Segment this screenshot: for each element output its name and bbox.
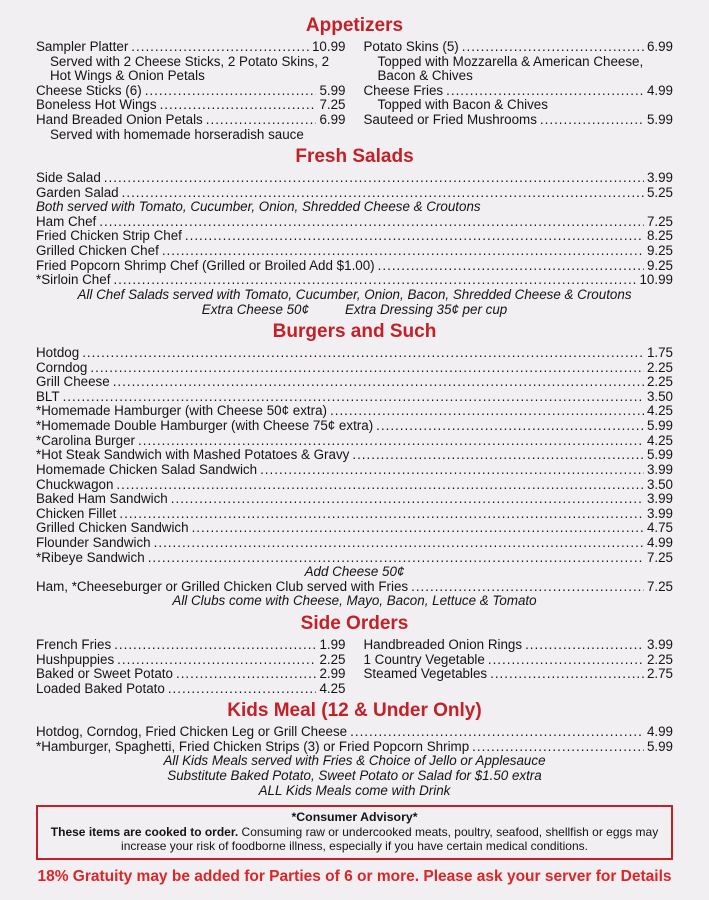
- dot-leader: [206, 113, 317, 128]
- item-price: 5.99: [646, 418, 673, 434]
- side-orders-left-column: [36, 638, 346, 696]
- dot-leader: [171, 492, 644, 507]
- extra-dressing-note: Extra Dressing 35¢ per cup: [344, 301, 508, 317]
- item-name: *Hamburger, Spaghetti, Fried Chicken Strips (3) or Fried Popcorn Shrimp: [36, 738, 470, 754]
- menu-item: [36, 171, 673, 186]
- appetizers-columns: [36, 40, 673, 142]
- kids-note-substitute: Substitute Baked Potato, Sweet Potato or Salad for $1.50 extra: [167, 768, 542, 784]
- item-name: Homemade Chicken Salad Sandwich: [36, 461, 258, 477]
- menu-item: [36, 390, 673, 405]
- item-price: 2.25: [646, 651, 673, 667]
- menu-item: [36, 551, 673, 566]
- menu-item: [36, 580, 673, 595]
- section-title-appetizers: Appetizers: [305, 15, 404, 36]
- menu-item: [364, 84, 674, 99]
- item-price: 4.25: [646, 432, 673, 448]
- item-name: Hushpuppies: [36, 651, 115, 667]
- advisory-body: Consuming raw or undercooked meats, poultry, seafood, shellfish or eggs may increase your risk of foodborne illness, especially if you have certain medical conditions.: [121, 824, 659, 853]
- item-name: Baked or Sweet Potato: [36, 666, 173, 682]
- dot-leader: [488, 653, 644, 668]
- menu-item: [36, 229, 673, 244]
- menu-item: [36, 40, 346, 55]
- item-name: Chuckwagon: [36, 476, 114, 492]
- advisory-lead: These items are cooked to order.: [50, 824, 239, 839]
- item-price: 3.99: [646, 636, 673, 652]
- item-name: *Sirloin Chef: [36, 272, 111, 288]
- item-name: BLT: [36, 388, 60, 404]
- dot-leader: [145, 84, 317, 99]
- menu-item: [36, 536, 673, 551]
- item-name: Grilled Chicken Sandwich: [36, 520, 189, 536]
- menu-item: [36, 434, 673, 449]
- item-price: 2.25: [646, 359, 673, 375]
- clubs-note: All Clubs come with Cheese, Mayo, Bacon, Lettuce & Tomato: [172, 593, 537, 609]
- item-name: Baked Ham Sandwich: [36, 491, 168, 507]
- item-name: Chicken Fillet: [36, 505, 117, 521]
- item-name: *Hot Steak Sandwich with Mashed Potatoes & Gravy: [36, 447, 350, 463]
- item-name: Potato Skins (5): [363, 38, 459, 54]
- menu-item: [36, 273, 673, 288]
- item-price: 2.25: [319, 651, 346, 667]
- dot-leader: [116, 478, 644, 493]
- salads-pair-note: Both served with Tomato, Cucumber, Onion, Shredded Cheese & Croutons: [36, 199, 481, 215]
- dot-leader: [122, 186, 644, 201]
- item-price: 7.25: [646, 213, 673, 229]
- menu-item: [36, 725, 673, 740]
- item-price: 7.25: [646, 549, 673, 565]
- dot-leader: [330, 404, 644, 419]
- menu-item: [36, 682, 346, 697]
- item-name: Hotdog, Corndog, Fried Chicken Leg or Grill Cheese: [36, 724, 348, 740]
- item-name: Sauteed or Fried Mushrooms: [363, 111, 537, 127]
- item-price: 2.25: [646, 374, 673, 390]
- dot-leader: [162, 244, 644, 259]
- dot-leader: [104, 171, 644, 186]
- dot-leader: [82, 346, 644, 361]
- item-price: 10.99: [639, 272, 673, 288]
- menu-item: [36, 244, 673, 259]
- dot-leader: [119, 507, 644, 522]
- item-name: Ham Chef: [36, 213, 97, 229]
- menu-item: [36, 404, 673, 419]
- menu-item: [36, 98, 346, 113]
- section-title-kids-meal: Kids Meal (12 & Under Only): [227, 700, 482, 722]
- dot-leader: [117, 653, 316, 668]
- dot-leader: [176, 667, 316, 682]
- menu-item: [36, 521, 673, 536]
- item-name: Hand Breaded Onion Petals: [36, 111, 203, 127]
- item-price: 7.25: [319, 97, 346, 113]
- salads-list: [36, 171, 673, 317]
- advisory-text: [48, 825, 661, 853]
- item-description: Topped with Mozzarella & American Cheese, Bacon & Chives: [377, 53, 644, 84]
- item-price: 4.99: [646, 82, 673, 98]
- item-name: Steamed Vegetables: [363, 666, 488, 682]
- add-cheese-note: Add Cheese 50¢: [304, 564, 405, 580]
- menu-item: [364, 113, 674, 128]
- item-name: *Homemade Double Hamburger (with Cheese 75¢ extra): [36, 418, 374, 434]
- menu-item: [364, 653, 674, 668]
- side-orders-right-column: [364, 638, 674, 696]
- dot-leader: [148, 551, 644, 566]
- item-name: Grilled Chicken Chef: [36, 243, 159, 259]
- menu-item: [36, 419, 673, 434]
- item-name: French Fries: [36, 636, 112, 652]
- item-name: Sampler Platter: [36, 38, 129, 54]
- dot-leader: [352, 448, 644, 463]
- item-name: Boneless Hot Wings: [36, 97, 157, 113]
- item-price: 4.25: [319, 680, 346, 696]
- item-price: 9.25: [646, 243, 673, 259]
- dot-leader: [446, 84, 644, 99]
- advisory-title: *Consumer Advisory*: [291, 810, 418, 825]
- item-name: *Ribeye Sandwich: [36, 549, 145, 565]
- item-price: 2.99: [319, 666, 346, 682]
- menu-item: [36, 507, 673, 522]
- item-name: 1 Country Vegetable: [363, 651, 485, 667]
- menu-item: [36, 638, 346, 653]
- item-name: Fried Popcorn Shrimp Chef (Grilled or Broiled Add $1.00): [36, 257, 375, 273]
- item-description: Served with homemade horseradish sauce: [50, 126, 304, 142]
- item-price: 5.99: [646, 738, 673, 754]
- menu-item: [36, 478, 673, 493]
- menu-item: [36, 259, 673, 274]
- dot-leader: [378, 259, 644, 274]
- dot-leader: [160, 98, 317, 113]
- item-name: Cheese Sticks (6): [36, 82, 142, 98]
- dot-leader: [113, 375, 644, 390]
- menu-item: [36, 375, 673, 390]
- menu-item: [364, 638, 674, 653]
- section-title-fresh-salads: Fresh Salads: [295, 146, 414, 168]
- item-price: 4.99: [646, 534, 673, 550]
- item-name: Grill Cheese: [36, 374, 110, 390]
- salads-extras-note: [36, 303, 673, 318]
- item-name: *Homemade Hamburger (with Cheese 50¢ extra): [36, 403, 328, 419]
- item-name: Ham, *Cheeseburger or Grilled Chicken Club served with Fries: [36, 578, 409, 594]
- menu-item: [36, 740, 673, 755]
- menu-item: [364, 667, 674, 682]
- dot-leader: [462, 40, 644, 55]
- item-price: 3.50: [646, 388, 673, 404]
- dot-leader: [525, 638, 644, 653]
- dot-leader: [540, 113, 644, 128]
- dot-leader: [472, 740, 644, 755]
- side-orders-columns: [36, 638, 673, 696]
- menu-item: [36, 84, 346, 99]
- menu-item: [36, 653, 346, 668]
- item-name: Loaded Baked Potato: [36, 680, 165, 696]
- dot-leader: [90, 361, 644, 376]
- item-name: Garden Salad: [36, 184, 119, 200]
- dot-leader: [154, 536, 644, 551]
- item-price: 5.99: [646, 111, 673, 127]
- item-price: 3.99: [646, 170, 673, 186]
- dot-leader: [113, 273, 636, 288]
- item-price: 5.25: [646, 184, 673, 200]
- menu-item: [36, 215, 673, 230]
- item-price: 9.25: [646, 257, 673, 273]
- kids-note-fries: All Kids Meals served with Fries & Choice of Jello or Applesauce: [163, 753, 546, 769]
- dot-leader: [411, 580, 644, 595]
- item-price: 8.25: [646, 228, 673, 244]
- burgers-list: [36, 346, 673, 609]
- dot-leader: [168, 682, 317, 697]
- item-name: Handbreaded Onion Rings: [363, 636, 523, 652]
- item-price: 4.99: [646, 724, 673, 740]
- menu-item: [36, 667, 346, 682]
- dot-leader: [131, 40, 309, 55]
- item-price: 2.75: [646, 666, 673, 682]
- item-price: 10.99: [311, 38, 346, 54]
- item-price: 3.99: [646, 505, 673, 521]
- item-description: Served with 2 Cheese Sticks, 2 Potato Skins, 2 Hot Wings & Onion Petals: [50, 53, 330, 84]
- kids-meal-list: [36, 725, 673, 798]
- dot-leader: [490, 667, 644, 682]
- item-name: Hotdog: [36, 345, 80, 361]
- item-price: 7.25: [646, 578, 673, 594]
- dot-leader: [63, 390, 644, 405]
- item-name: Side Salad: [36, 170, 101, 186]
- item-price: 6.99: [319, 111, 346, 127]
- consumer-advisory-box: [36, 805, 673, 860]
- dot-leader: [376, 419, 644, 434]
- item-name: Cheese Fries: [363, 82, 444, 98]
- item-price: 3.99: [646, 461, 673, 477]
- item-price: 1.75: [646, 345, 673, 361]
- item-price: 1.99: [319, 636, 346, 652]
- dot-leader: [192, 521, 644, 536]
- dot-leader: [114, 638, 316, 653]
- item-name: Fried Chicken Strip Chef: [36, 228, 182, 244]
- item-name: *Carolina Burger: [36, 432, 135, 448]
- item-name: Corndog: [36, 359, 88, 375]
- item-price: 5.99: [319, 82, 346, 98]
- salads-chef-note: All Chef Salads served with Tomato, Cucumber, Onion, Bacon, Shredded Cheese & Croutons: [77, 286, 632, 302]
- menu-item: [36, 113, 346, 128]
- menu-item: [364, 40, 674, 55]
- menu-item: [36, 492, 673, 507]
- gratuity-notice: 18% Gratuity may be added for Parties of 6 or more. Please ask your server for Details: [37, 868, 672, 886]
- menu-item: [36, 463, 673, 478]
- item-price: 4.75: [646, 520, 673, 536]
- dot-leader: [350, 725, 644, 740]
- item-price: 5.99: [646, 447, 673, 463]
- section-title-side-orders: Side Orders: [300, 613, 409, 634]
- item-description: Topped with Bacon & Chives: [377, 97, 548, 113]
- item-name: Flounder Sandwich: [36, 534, 151, 550]
- dot-leader: [260, 463, 644, 478]
- item-price: 3.99: [646, 491, 673, 507]
- menu-item: [36, 346, 673, 361]
- extra-cheese-note: Extra Cheese 50¢: [201, 301, 309, 317]
- item-price: 4.25: [646, 403, 673, 419]
- dot-leader: [138, 434, 644, 449]
- section-title-burgers: Burgers and Such: [272, 321, 437, 343]
- menu-item: [36, 361, 673, 376]
- item-price: 6.99: [646, 38, 673, 54]
- appetizers-right-column: [364, 40, 674, 142]
- item-price: 3.50: [646, 476, 673, 492]
- dot-leader: [99, 215, 644, 230]
- appetizers-left-column: [36, 40, 346, 142]
- dot-leader: [185, 229, 644, 244]
- menu-item: [36, 448, 673, 463]
- menu-item: [36, 186, 673, 201]
- kids-note-drink: ALL Kids Meals come with Drink: [258, 782, 451, 798]
